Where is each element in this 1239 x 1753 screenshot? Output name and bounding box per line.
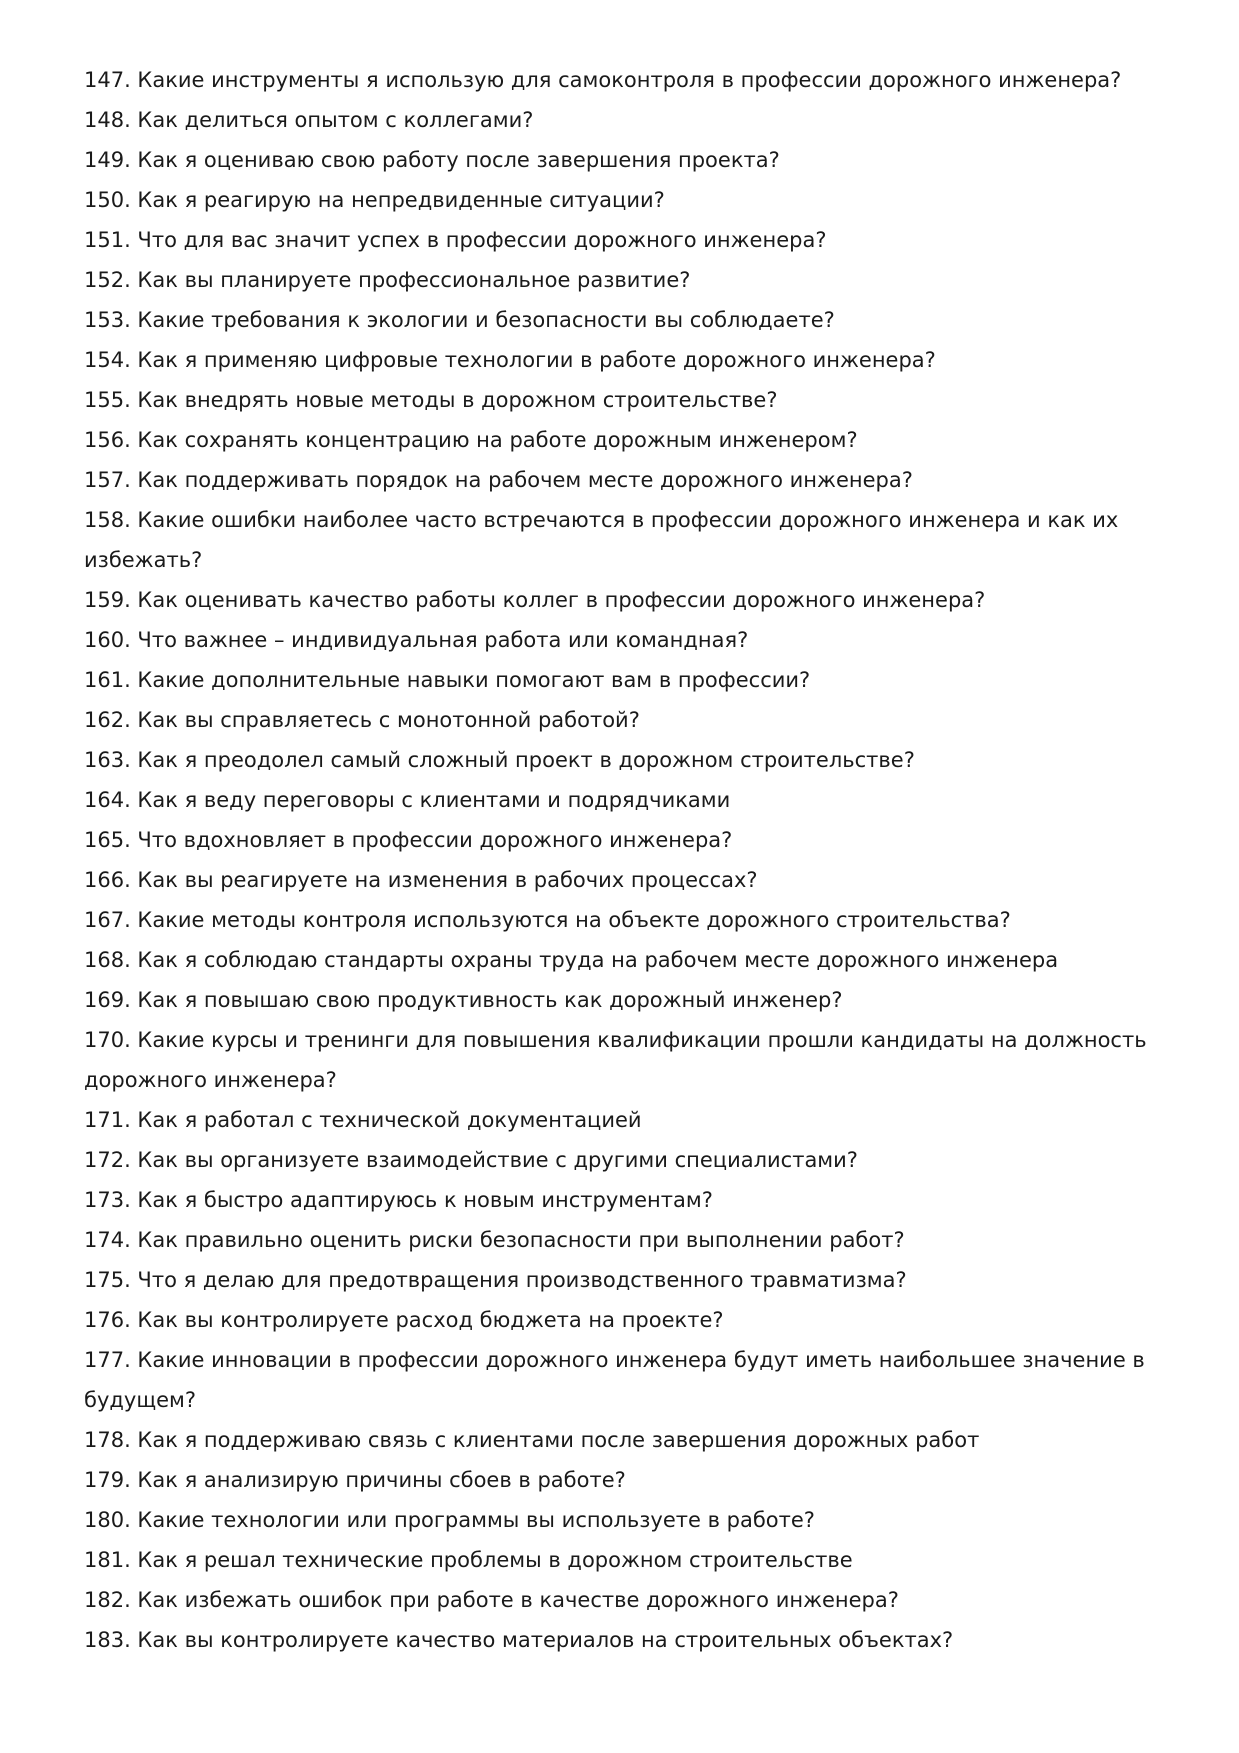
question-item: 178. Как я поддерживаю связь с клиентами после завершения дорожных работ	[84, 1428, 980, 1452]
question-item: 155. Как внедрять новые методы в дорожном строительстве?	[84, 388, 778, 412]
question-item: 164. Как я веду переговоры с клиентами и подрядчиками	[84, 788, 731, 812]
question-item: 153. Какие требования к экологии и безопасности вы соблюдаете?	[84, 308, 835, 332]
question-item: 180. Какие технологии или программы вы используете в работе?	[84, 1508, 815, 1532]
question-item: 147. Какие инструменты я использую для самоконтроля в профессии дорожного инженера?	[84, 68, 1122, 92]
question-item: 151. Что для вас значит успех в профессии дорожного инженера?	[84, 228, 827, 252]
question-item: 167. Какие методы контроля используются на объекте дорожного строительства?	[84, 908, 1011, 932]
question-item: 179. Как я анализирую причины сбоев в работе?	[84, 1468, 626, 1492]
question-item: 166. Как вы реагируете на изменения в рабочих процессах?	[84, 868, 758, 892]
question-item: 182. Как избежать ошибок при работе в качестве дорожного инженера?	[84, 1588, 899, 1612]
question-item: 173. Как я быстро адаптируюсь к новым инструментам?	[84, 1188, 713, 1212]
question-item: 176. Как вы контролируете расход бюджета на проекте?	[84, 1308, 724, 1332]
question-item: 161. Какие дополнительные навыки помогают вам в профессии?	[84, 668, 811, 692]
question-item: 156. Как сохранять концентрацию на работе дорожным инженером?	[84, 428, 858, 452]
question-item: 175. Что я делаю для предотвращения производственного травматизма?	[84, 1268, 907, 1292]
question-item: 163. Как я преодолел самый сложный проект в дорожном строительстве?	[84, 748, 915, 772]
question-item: 157. Как поддерживать порядок на рабочем месте дорожного инженера?	[84, 468, 913, 492]
question-item: 160. Что важнее – индивидуальная работа или командная?	[84, 628, 749, 652]
question-item: 162. Как вы справляетесь с монотонной работой?	[84, 708, 640, 732]
question-item: 149. Как я оцениваю свою работу после завершения проекта?	[84, 148, 780, 172]
question-item: 148. Как делиться опытом с коллегами?	[84, 108, 534, 132]
question-item: 154. Как я применяю цифровые технологии в работе дорожного инженера?	[84, 348, 936, 372]
question-item: 181. Как я решал технические проблемы в дорожном строительстве	[84, 1548, 853, 1572]
question-item: 169. Как я повышаю свою продуктивность как дорожный инженер?	[84, 988, 843, 1012]
question-item: 158. Какие ошибки наиболее часто встречаются в профессии дорожного инженера и как их избежать?	[84, 508, 1119, 572]
question-item: 168. Как я соблюдаю стандарты охраны труда на рабочем месте дорожного инженера	[84, 948, 1059, 972]
question-item: 170. Какие курсы и тренинги для повышения квалификации прошли кандидаты на должность дорожного инженера?	[84, 1028, 1147, 1092]
question-item: 174. Как правильно оценить риски безопасности при выполнении работ?	[84, 1228, 905, 1252]
question-item: 183. Как вы контролируете качество материалов на строительных объектах?	[84, 1628, 954, 1652]
question-item: 177. Какие инновации в профессии дорожного инженера будут иметь наибольшее значение в будущем?	[84, 1348, 1145, 1412]
question-item: 172. Как вы организуете взаимодействие с другими специалистами?	[84, 1148, 858, 1172]
question-item: 165. Что вдохновляет в профессии дорожного инженера?	[84, 828, 733, 852]
question-item: 152. Как вы планируете профессиональное развитие?	[84, 268, 691, 292]
question-item: 159. Как оценивать качество работы коллег в профессии дорожного инженера?	[84, 588, 986, 612]
question-item: 171. Как я работал с технической документацией	[84, 1108, 642, 1132]
question-list	[84, 60, 1174, 1660]
question-item: 150. Как я реагирую на непредвиденные ситуации?	[84, 188, 665, 212]
